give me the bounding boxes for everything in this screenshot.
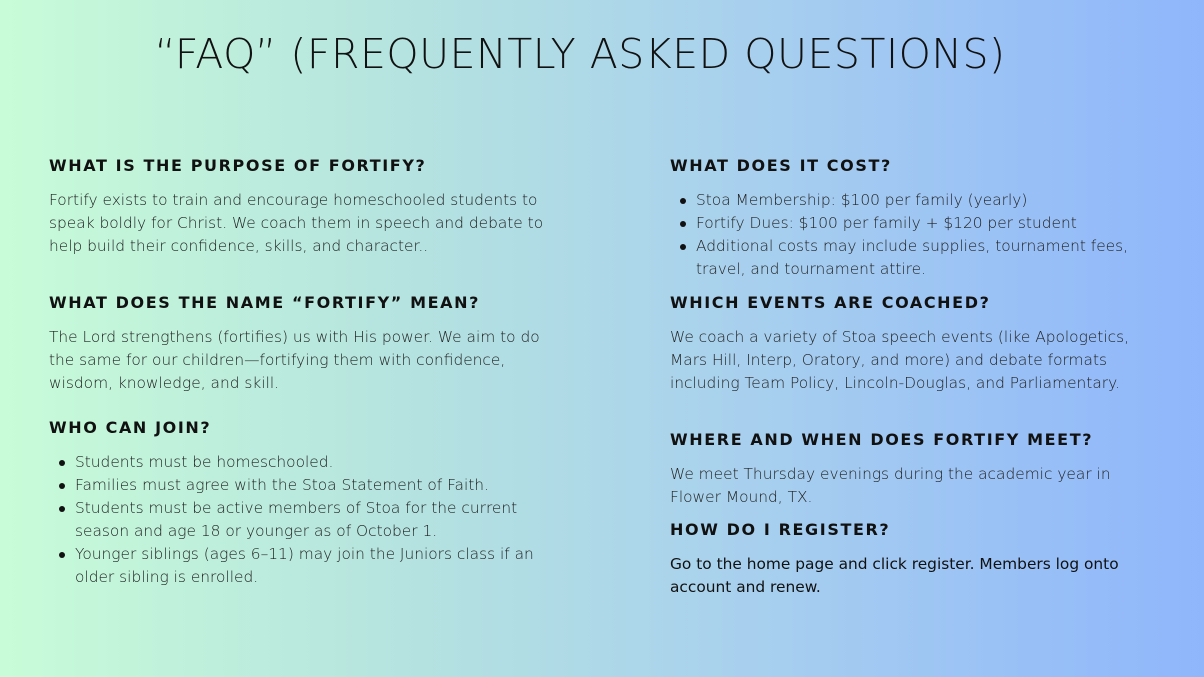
- list-item: Stoa Membership: $100 per family (yearly): [696, 189, 1160, 212]
- list-item: Students must be homeschooled.: [75, 451, 549, 474]
- question-register: HOW DO I REGISTER?: [670, 520, 891, 539]
- question-cost: WHAT DOES IT COST?: [670, 156, 892, 175]
- faq-purpose: [49, 156, 549, 258]
- question-who-can-join: WHO CAN JOIN?: [49, 418, 212, 437]
- faq-cost: [670, 156, 1160, 281]
- question-purpose: WHAT IS THE PURPOSE OF FORTIFY?: [49, 156, 427, 175]
- answer-meeting: We meet Thursday evenings during the academic year in Flower Mound, TX.: [670, 465, 1111, 506]
- question-meeting: WHERE AND WHEN DOES FORTIFY MEET?: [670, 430, 1094, 449]
- faq-who-can-join: [49, 418, 549, 589]
- faq-register: [670, 520, 1160, 599]
- page-title: “FAQ” (FREQUENTLY ASKED QUESTIONS): [154, 30, 1006, 78]
- faq-name-meaning: [49, 293, 549, 395]
- list-item: Younger siblings (ages 6–11) may join the Juniors class if an older sibling is enrolled.: [75, 543, 549, 589]
- list-item: Families must agree with the Stoa Statement of Faith.: [75, 474, 549, 497]
- list-item: Additional costs may include supplies, tournament fees, travel, and tournament attire.: [696, 235, 1160, 281]
- answer-events: We coach a variety of Stoa speech events (like Apologetics, Mars Hill, Interp, Oratory, and more) and debate formats including Team Policy, Lincoln-Douglas, and Parliamentary.: [670, 328, 1129, 392]
- join-requirements-list: [49, 451, 549, 589]
- answer-purpose: Fortify exists to train and encourage homeschooled students to speak boldly for Christ. We coach them in speech and debate to help build their confidence, skills, and character..: [49, 191, 544, 255]
- cost-list: [670, 189, 1160, 281]
- faq-events: [670, 293, 1160, 395]
- question-name-meaning: WHAT DOES THE NAME “FORTIFY” MEAN?: [49, 293, 480, 312]
- question-events: WHICH EVENTS ARE COACHED?: [670, 293, 991, 312]
- list-item: Students must be active members of Stoa for the current season and age 18 or younger as of October 1.: [75, 497, 549, 543]
- list-item: Fortify Dues: $100 per family + $120 per student: [696, 212, 1160, 235]
- answer-register: Go to the home page and click register. Members log onto account and renew.: [670, 555, 1119, 596]
- faq-meeting: [670, 430, 1160, 509]
- answer-name-meaning: The Lord strengthens (fortifies) us with His power. We aim to do the same for our children—fortifying them with confidence, wisdom, knowledge, and skill.: [49, 328, 540, 392]
